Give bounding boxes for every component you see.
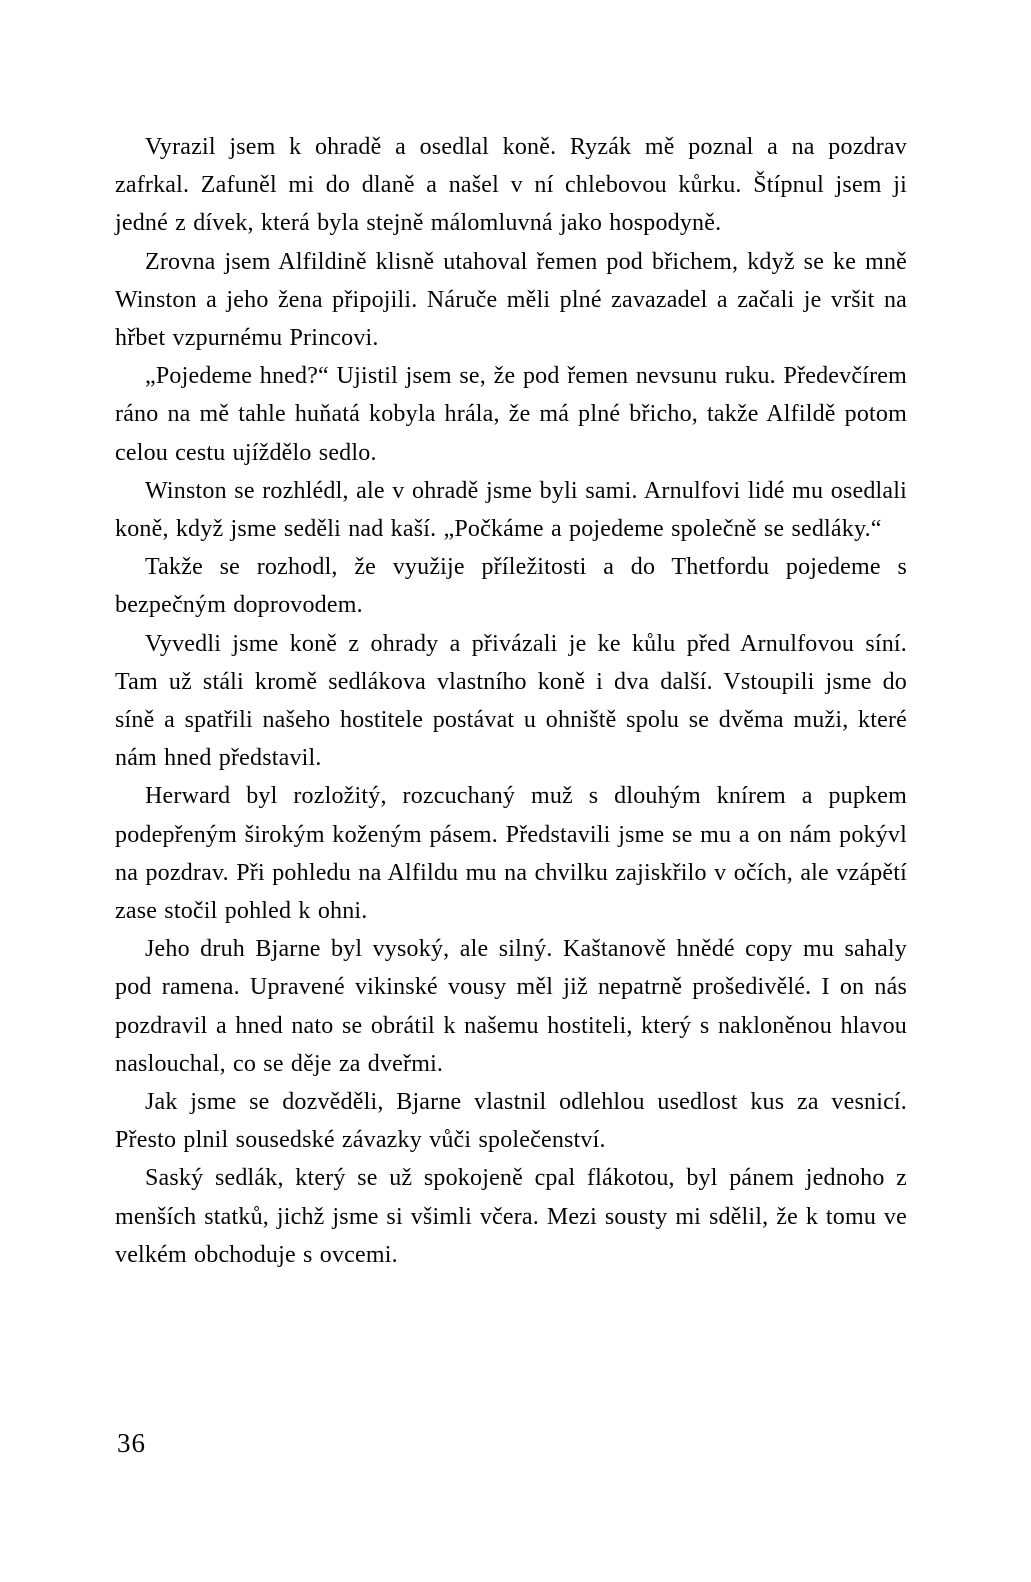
paragraph: Vyvedli jsme koně z ohrady a přivázali je ke kůlu před Arnulfovou síní. Tam už stáli kromě sedlákova vlastního koně i dva další. Vstoupili jsme do síně a spatřili našeho hostitele postávat u ohniště spolu se dvěma muži, které nám hned představil. — [115, 630, 907, 772]
paragraph: „Pojedeme hned?“ Ujistil jsem se, že pod řemen nevsunu ruku. Předevčírem ráno na mě tahle huňatá kobyla hrála, že má plné břicho, takže Alfildě potom celou cestu ujíždělo sedlo. — [115, 363, 907, 466]
text-block — [115, 128, 907, 1274]
paragraph: Herward byl rozložitý, rozcuchaný muž s dlouhým knírem a pupkem podepřeným širokým koženým pásem. Představili jsme se mu a on nám pokývl na pozdrav. Při pohledu na Alfildu mu na chvilku zajiskřilo v očích, ale vzápětí zase stočil pohled k ohni. — [115, 783, 907, 925]
paragraph: Saský sedlák, který se už spokojeně cpal flákotou, byl pánem jednoho z menších statků, jichž jsme si všimli včera. Mezi sousty mi sdělil, že k tomu ve velkém obchoduje s ovcemi. — [115, 1165, 907, 1268]
page-number: 36 — [117, 1428, 146, 1458]
paragraph: Winston se rozhlédl, ale v ohradě jsme byli sami. Arnulfovi lidé mu osedlali koně, když jsme seděli nad kaší. „Počkáme a pojedeme společně se sedláky.“ — [115, 477, 907, 543]
paragraph: Vyrazil jsem k ohradě a osedlal koně. Ryzák mě poznal a na pozdrav zafrkal. Zafuněl mi do dlaně a našel v ní chlebovou kůrku. Štípnul jsem ji jedné z dívek, která byla stejně málomluvná jako hospodyně. — [115, 134, 907, 237]
paragraph: Jak jsme se dozvěděli, Bjarne vlastnil odlehlou usedlost kus za vesnicí. Přesto plnil sousedské závazky vůči společenství. — [115, 1089, 907, 1154]
paragraph: Jeho druh Bjarne byl vysoký, ale silný. Kaštanově hnědé copy mu sahaly pod ramena. Upravené vikinské vousy měl již nepatrně prošedivělé. I on nás pozdravil a hned nato se obrátil k našemu hostiteli, který s nakloněnou hlavou naslouchal, co se děje za dveřmi. — [115, 936, 907, 1077]
paragraph: Zrovna jsem Alfildině klisně utahoval řemen pod břichem, když se ke mně Winston a jeho žena připojili. Náruče měli plné zavazadel a začali je vršit na hřbet vzpurnému Princovi. — [115, 248, 907, 352]
paragraph: Takže se rozhodl, že využije příležitosti a do Thetfordu pojedeme s bezpečným doprovodem. — [115, 554, 907, 619]
